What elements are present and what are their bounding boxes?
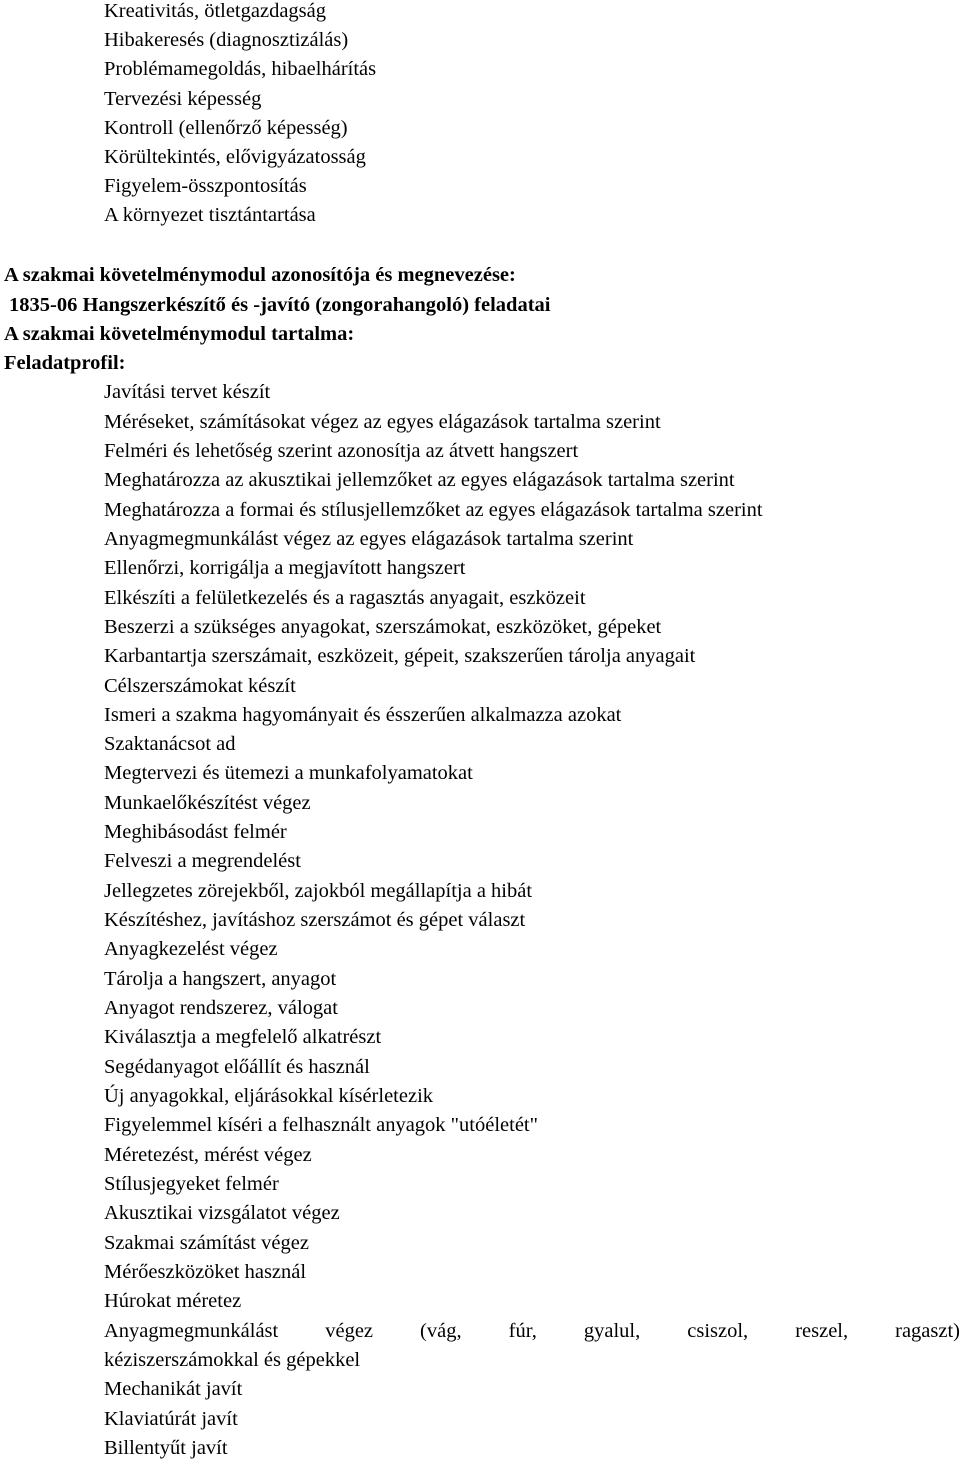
task-word: reszel,: [795, 1320, 849, 1342]
task-item: Beszerzi a szükséges anyagokat, szerszámokat, eszközöket, gépeket: [104, 616, 662, 638]
task-item: Méretezést, mérést végez: [104, 1144, 312, 1166]
task-word: fúr,: [508, 1320, 537, 1342]
task-item-justified: [104, 1317, 960, 1347]
task-item: Meghatározza a formai és stílusjellemzőket az egyes elágazások tartalma szerint: [104, 499, 763, 521]
module-id-value: 1835-06 Hangszerkészítő és -javító (zongorahangoló) feladatai: [9, 294, 551, 316]
task-item: Szakmai számítást végez: [104, 1232, 309, 1254]
task-item: Karbantartja szerszámait, eszközeit, gépeit, szakszerűen tárolja anyagait: [104, 645, 696, 667]
task-word: Anyagmegmunkálást: [104, 1320, 279, 1342]
task-item: Mechanikát javít: [104, 1378, 243, 1400]
task-item: Ismeri a szakma hagyományait és ésszerűen alkalmazza azokat: [104, 704, 622, 726]
task-item: Kiválasztja a megfelelő alkatrészt: [104, 1026, 382, 1048]
task-item: Megtervezi és ütemezi a munkafolyamatokat: [104, 762, 473, 784]
task-item: Jellegzetes zörejekből, zajokból megállapítja a hibát: [104, 880, 533, 902]
task-word: csiszol,: [687, 1320, 749, 1342]
skill-item: Hibakeresés (diagnosztizálás): [104, 29, 349, 51]
task-word: gyalul,: [583, 1320, 641, 1342]
skill-item: Kreativitás, ötletgazdagság: [104, 0, 326, 22]
skill-item: Kontroll (ellenőrző képesség): [104, 117, 348, 139]
task-item: Tárolja a hangszert, anyagot: [104, 968, 337, 990]
profile-heading: Feladatprofil:: [4, 352, 126, 374]
task-item: Anyagkezelést végez: [104, 938, 278, 960]
task-item: Szaktanácsot ad: [104, 733, 236, 755]
skill-item: Tervezési képesség: [104, 88, 262, 110]
module-content-heading: A szakmai követelménymodul tartalma:: [4, 323, 355, 345]
task-item: Célszerszámokat készít: [104, 675, 296, 697]
task-item: Klaviatúrát javít: [104, 1408, 238, 1430]
task-item: Anyagmegmunkálást végez az egyes elágazások tartalma szerint: [104, 528, 634, 550]
task-item: Javítási tervet készít: [104, 381, 271, 403]
task-item: Munkaelőkészítést végez: [104, 792, 311, 814]
task-item: Mérőeszközöket használ: [104, 1261, 307, 1283]
task-item: Meghatározza az akusztikai jellemzőket az egyes elágazások tartalma szerint: [104, 469, 735, 491]
task-item: Elkészíti a felületkezelés és a ragasztás anyagait, eszközeit: [104, 587, 586, 609]
module-id-heading: A szakmai követelménymodul azonosítója és megnevezése:: [4, 264, 516, 286]
skill-item: Körültekintés, elővigyázatosság: [104, 146, 366, 168]
task-word: (vág,: [420, 1320, 462, 1342]
task-word: végez: [325, 1320, 374, 1342]
task-item: Billentyűt javít: [104, 1437, 228, 1459]
task-item: Készítéshez, javításhoz szerszámot és gépet választ: [104, 909, 526, 931]
task-item: Stílusjegyeket felmér: [104, 1173, 279, 1195]
task-item: Felméri és lehetőség szerint azonosítja az átvett hangszert: [104, 440, 579, 462]
task-item-continuation: kéziszerszámokkal és gépekkel: [104, 1349, 361, 1371]
task-item: Új anyagokkal, eljárásokkal kísérletezik: [104, 1085, 434, 1107]
task-item: Húrokat méretez: [104, 1290, 242, 1312]
task-item: Anyagot rendszerez, válogat: [104, 997, 338, 1019]
task-item: Méréseket, számításokat végez az egyes elágazások tartalma szerint: [104, 411, 661, 433]
task-item: Felveszi a megrendelést: [104, 850, 301, 872]
task-item: Figyelemmel kíséri a felhasznált anyagok "utóéletét": [104, 1114, 538, 1136]
task-item: Ellenőrzi, korrigálja a megjavított hangszert: [104, 557, 466, 579]
task-item: Akusztikai vizsgálatot végez: [104, 1202, 340, 1224]
skill-item: Figyelem-összpontosítás: [104, 175, 307, 197]
task-word: ragaszt): [895, 1320, 960, 1342]
task-item: Meghibásodást felmér: [104, 821, 287, 843]
skill-item: A környezet tisztántartása: [104, 204, 316, 226]
task-item: Segédanyagot előállít és használ: [104, 1056, 370, 1078]
skill-item: Problémamegoldás, hibaelhárítás: [104, 58, 377, 80]
